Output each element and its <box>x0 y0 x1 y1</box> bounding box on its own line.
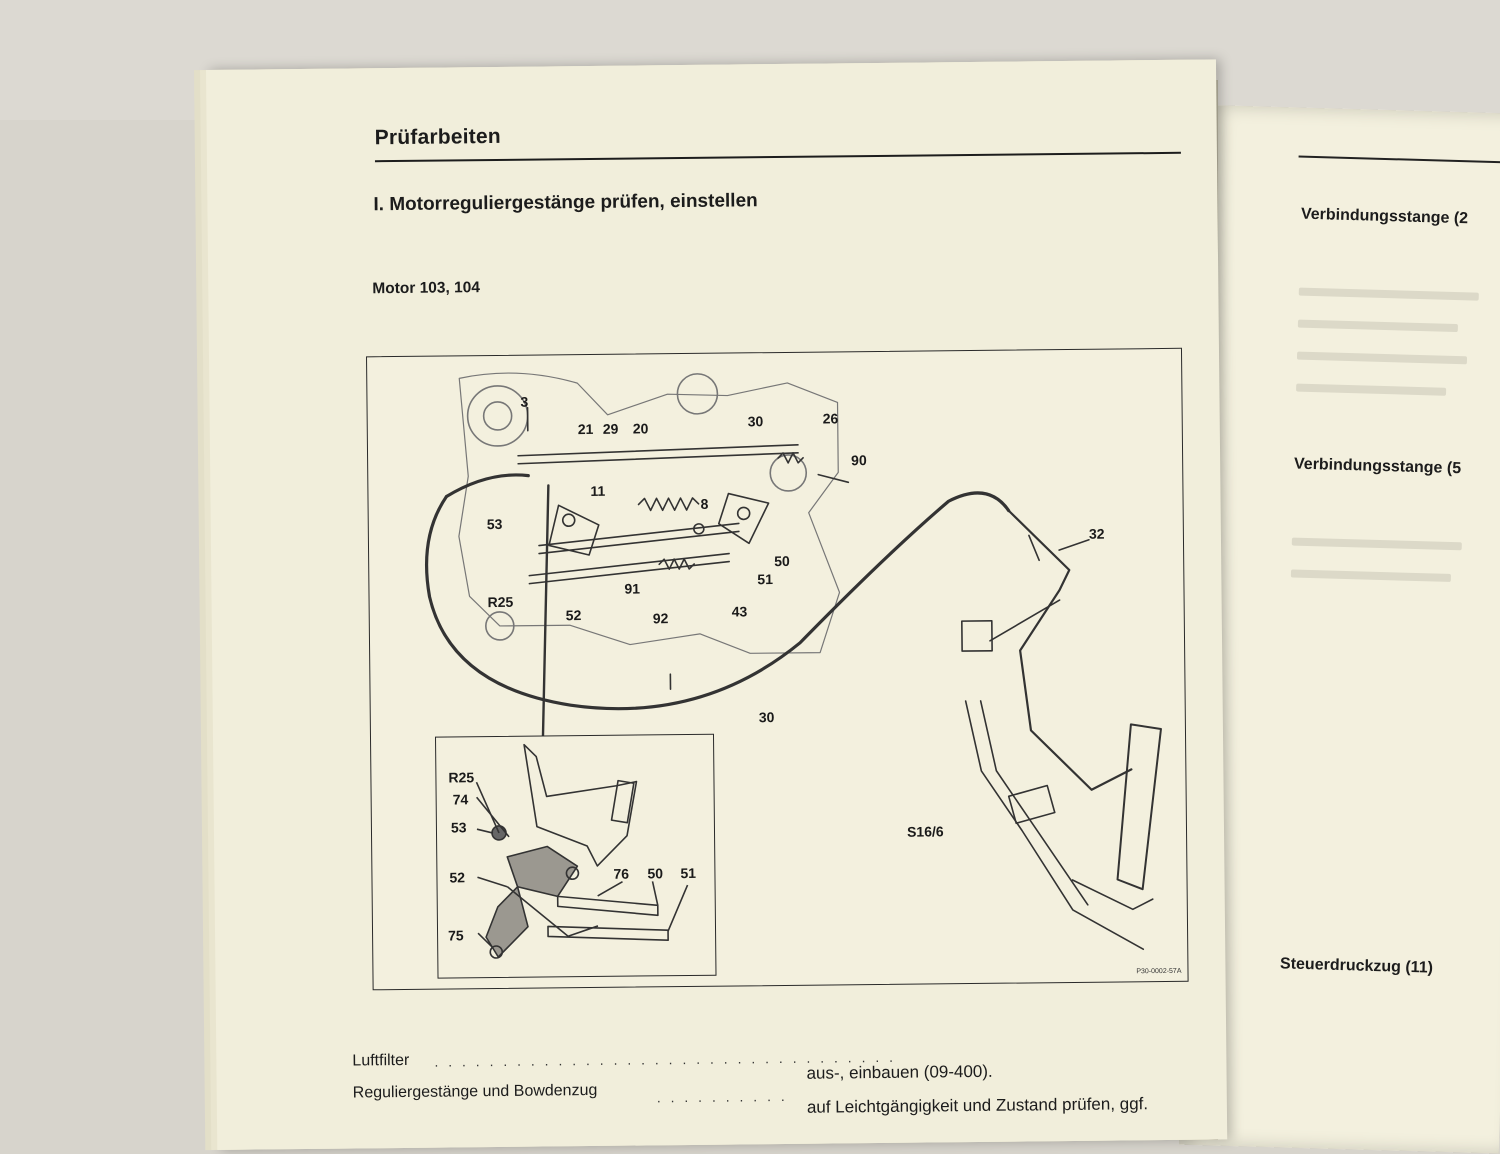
callout-11: 11 <box>590 482 606 499</box>
leader-dots: . . . . . . . . . . <box>656 1087 788 1106</box>
inset-callout-51: 51 <box>680 864 697 882</box>
inset-callout-50: 50 <box>647 865 664 882</box>
right-item-2: Verbindungsstange (5 <box>1293 455 1462 478</box>
right-item-3: Steuerdruckzug (11) <box>1279 955 1434 977</box>
callout-53: 53 <box>486 515 503 533</box>
right-page <box>1179 105 1500 1154</box>
spec-item-1: Luftfilter <box>352 1051 410 1070</box>
callout-30-bottom: 30 <box>758 709 775 726</box>
detail-inset <box>435 734 717 979</box>
callout-90: 90 <box>851 452 867 469</box>
callout-91: 91 <box>624 580 641 597</box>
inset-callout-76: 76 <box>613 865 630 882</box>
motor-label: Motor 103, 104 <box>372 279 481 298</box>
title-rule <box>375 152 1181 162</box>
leader-dots: . . . . . . . . . . . . . . . . . . . . . . . . . . . . . . . . . . <box>434 1048 897 1070</box>
right-header-rule <box>1299 156 1500 165</box>
callout-50: 50 <box>774 552 790 570</box>
faint-text-line <box>1299 288 1479 301</box>
callout-43: 43 <box>731 603 748 620</box>
left-page <box>206 59 1227 1150</box>
spec-action-1: aus-, einbauen (09-400). <box>806 1061 993 1083</box>
callout-29: 29 <box>602 420 619 437</box>
callout-3: 3 <box>520 393 529 410</box>
figure-code: P30-0002-57A <box>1136 967 1182 976</box>
callout-21: 21 <box>577 420 594 438</box>
faint-text-line <box>1296 384 1446 396</box>
callout-8: 8 <box>700 495 709 512</box>
callout-51: 51 <box>757 571 774 588</box>
faint-text-line <box>1292 538 1462 551</box>
faint-text-line <box>1297 352 1467 365</box>
section-heading: I. Motorreguliergestänge prüfen, einstellen <box>373 190 758 216</box>
inset-callout-74: 74 <box>452 791 469 808</box>
inset-callout-53: 53 <box>450 819 467 836</box>
faint-text-line <box>1298 320 1458 332</box>
callout-52: 52 <box>565 607 582 624</box>
inset-callout-R25: R25 <box>448 769 475 786</box>
page-title: Prüfarbeiten <box>374 124 501 150</box>
inset-callout-52: 52 <box>449 869 466 886</box>
callout-S16-6: S16/6 <box>906 823 944 840</box>
technical-figure <box>366 348 1189 991</box>
callout-R25: R25 <box>487 593 514 611</box>
callout-30-top: 30 <box>747 413 764 430</box>
callout-20: 20 <box>632 420 649 437</box>
faint-text-line <box>1291 570 1451 582</box>
inset-callout-75: 75 <box>447 927 464 944</box>
callout-32: 32 <box>1088 525 1105 542</box>
callout-92: 92 <box>652 610 669 627</box>
callout-26: 26 <box>822 410 839 427</box>
right-item-1: Verbindungsstange (2 <box>1300 205 1469 228</box>
spec-item-2: Reguliergestänge und Bowdenzug <box>352 1081 598 1102</box>
spec-action-2: auf Leichtgängigkeit und Zustand prüfen, ggf. <box>806 1094 1149 1117</box>
lever-detail-diagram <box>436 735 715 978</box>
